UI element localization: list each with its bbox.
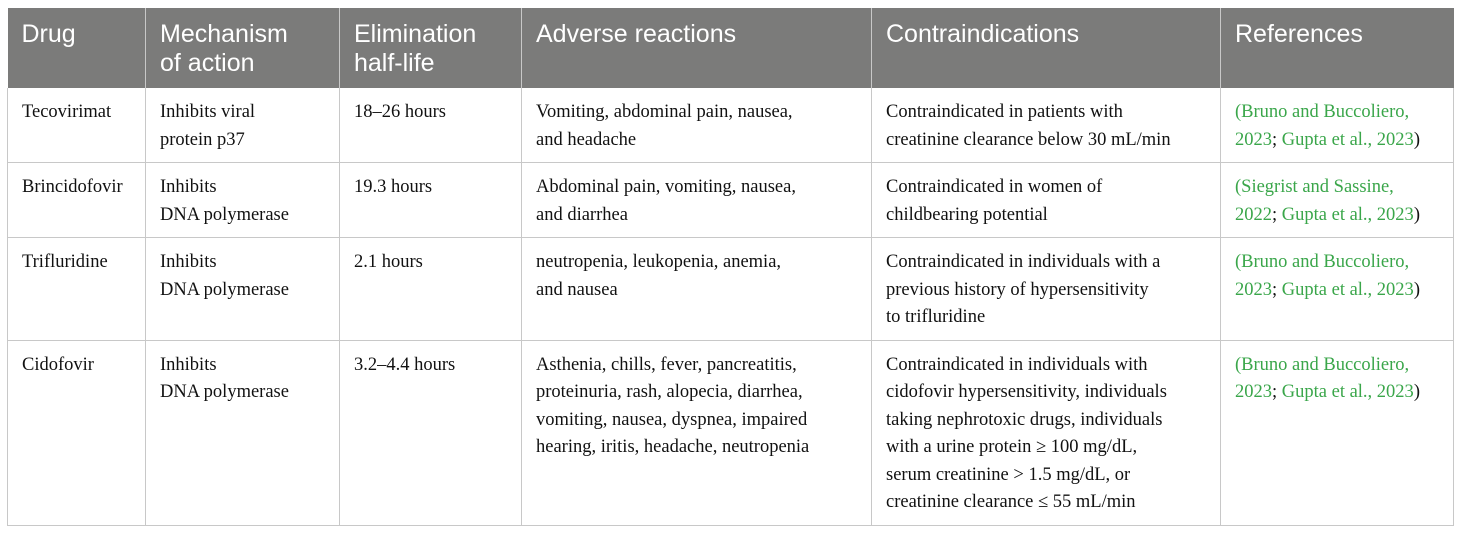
reference-link-year[interactable]: 2022 [1235,204,1272,225]
cell-text-line: serum creatinine > 1.5 mg/dL, or [886,464,1131,485]
reference-link[interactable]: Gupta et al., 2023 [1281,129,1414,150]
cell-adverse-reactions [522,238,872,341]
header-half-life: Elimination half-life [340,8,522,88]
cell-text-line: Inhibits [160,252,217,272]
cell-text-line: to trifluridine [886,307,986,327]
cell-adverse-reactions [522,163,872,238]
ref-separator: ; [1272,382,1282,402]
table-row [8,238,1454,341]
ref-open-paren: ( [1235,354,1242,375]
cell-contraindications [872,163,1221,238]
reference-link[interactable]: Siegrist and Sassine, [1241,177,1394,197]
reference-link-year[interactable]: 2023 [1235,279,1272,300]
cell-text-line: taking nephrotoxic drugs, individuals [886,409,1163,430]
cell-text-line: and nausea [536,279,618,300]
cell-text-line: 19.3 hours [354,177,433,197]
cell-text-line: Tecovirimat [22,102,112,122]
cell-text-line: Inhibits viral [160,102,256,122]
cell-text-line: DNA polymerase [160,382,289,402]
cell-mechanism [146,163,340,238]
reference-link[interactable]: Gupta et al., 2023 [1281,382,1414,402]
ref-close-paren: ) [1413,204,1420,225]
table-row [8,88,1454,163]
cell-references [1221,340,1454,525]
reference-link-year[interactable]: 2023 [1235,382,1272,402]
cell-text-line: Inhibits [160,354,217,375]
cell-drug [8,163,146,238]
cell-text-line: 3.2–4.4 hours [354,354,456,375]
ref-separator: ; [1272,204,1282,225]
cell-text-line: 18–26 hours [354,102,446,122]
cell-drug [8,238,146,341]
cell-text-line: DNA polymerase [160,279,289,300]
cell-half-life [340,163,522,238]
header-references: References [1221,8,1454,88]
cell-text-line: cidofovir hypersensitivity, individuals [886,382,1167,402]
table-row [8,340,1454,525]
cell-text-line: vomiting, nausea, dyspnea, impaired [536,409,808,430]
cell-text-line: childbearing potential [886,204,1048,225]
cell-text-line: Contraindicated in patients with [886,102,1123,122]
cell-text-line: and headache [536,129,637,150]
cell-half-life [340,238,522,341]
cell-mechanism [146,340,340,525]
ref-open-paren: ( [1235,252,1242,272]
cell-drug [8,88,146,163]
reference-link[interactable]: Bruno and Buccoliero, [1241,252,1410,272]
cell-contraindications [872,238,1221,341]
cell-text-line: creatinine clearance ≤ 55 mL/min [886,492,1136,512]
cell-text-line: Vomiting, abdominal pain, nausea, [536,102,793,122]
reference-link[interactable]: Gupta et al., 2023 [1281,204,1414,225]
ref-open-paren: ( [1235,177,1242,197]
header-adverse-reactions: Adverse reactions [522,8,872,88]
cell-half-life [340,340,522,525]
header-contraindications: Contraindications [872,8,1221,88]
table-row [8,163,1454,238]
cell-drug [8,340,146,525]
cell-contraindications [872,340,1221,525]
cell-text-line: proteinuria, rash, alopecia, diarrhea, [536,382,803,402]
reference-link[interactable]: Gupta et al., 2023 [1281,279,1414,300]
ref-close-paren: ) [1413,382,1420,402]
cell-mechanism [146,88,340,163]
cell-text-line: creatinine clearance below 30 mL/min [886,129,1171,150]
cell-references [1221,88,1454,163]
cell-text-line: 2.1 hours [354,252,423,272]
cell-adverse-reactions [522,88,872,163]
cell-text-line: Abdominal pain, vomiting, nausea, [536,177,796,197]
header-mechanism: Mechanism of action [146,8,340,88]
drug-comparison-table [7,8,1454,526]
cell-references [1221,163,1454,238]
cell-text-line: neutropenia, leukopenia, anemia, [536,252,782,272]
header-row [8,8,1454,88]
header-drug: Drug [8,8,146,88]
reference-link[interactable]: Bruno and Buccoliero, [1241,102,1410,122]
ref-open-paren: ( [1235,102,1242,122]
cell-text-line: hearing, iritis, headache, neutropenia [536,437,810,457]
cell-text-line: Trifluridine [22,252,108,272]
cell-text-line: Asthenia, chills, fever, pancreatitis, [536,354,797,375]
cell-adverse-reactions [522,340,872,525]
reference-link-year[interactable]: 2023 [1235,129,1272,150]
cell-text-line: Contraindicated in individuals with a [886,252,1161,272]
ref-close-paren: ) [1413,279,1420,300]
cell-half-life [340,88,522,163]
ref-close-paren: ) [1413,129,1420,150]
cell-text-line: and diarrhea [536,204,628,225]
cell-mechanism [146,238,340,341]
cell-text-line: Contraindicated in individuals with [886,354,1148,375]
reference-link[interactable]: Bruno and Buccoliero, [1241,354,1410,375]
cell-references [1221,238,1454,341]
ref-separator: ; [1272,129,1282,150]
cell-text-line: with a urine protein ≥ 100 mg/dL, [886,437,1138,457]
cell-text-line: Contraindicated in women of [886,177,1103,197]
cell-contraindications [872,88,1221,163]
cell-text-line: previous history of hypersensitivity [886,279,1149,300]
cell-text-line: Brincidofovir [22,177,123,197]
ref-separator: ; [1272,279,1282,300]
cell-text-line: Inhibits [160,177,217,197]
cell-text-line: DNA polymerase [160,204,289,225]
cell-text-line: Cidofovir [22,354,94,375]
cell-text-line: protein p37 [160,129,245,150]
